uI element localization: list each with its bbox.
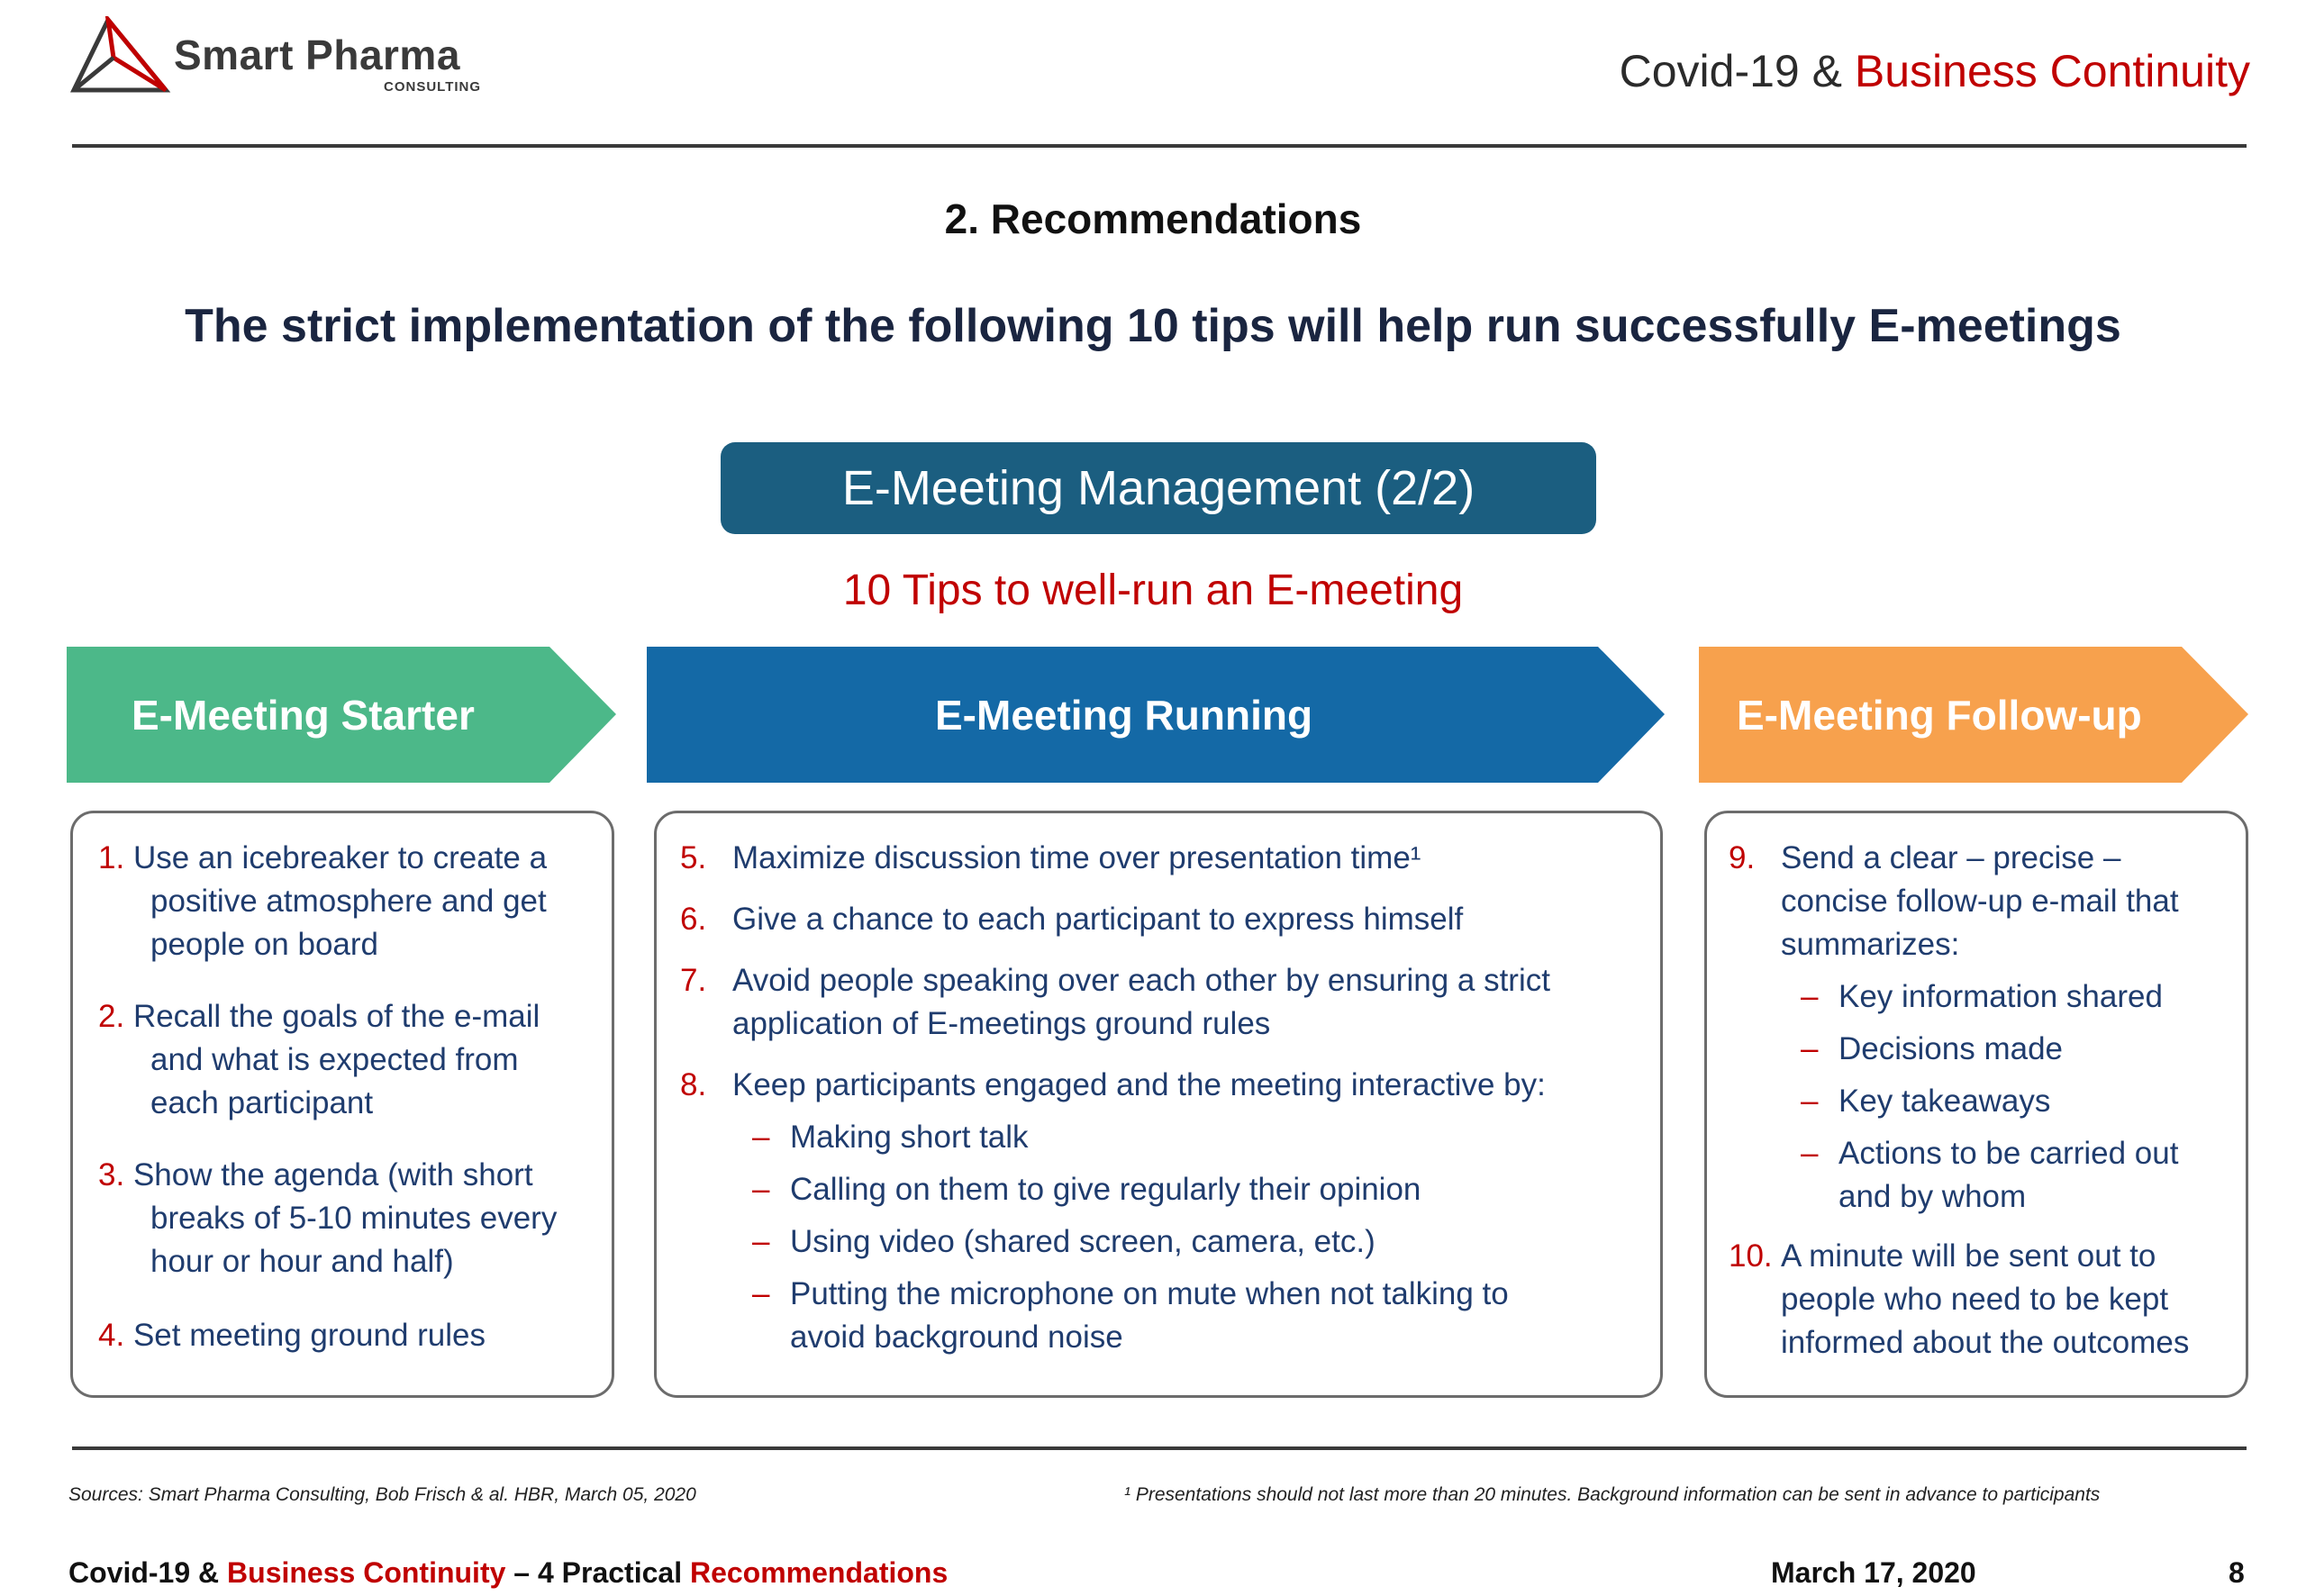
sub-item: – Key takeaways [1801,1084,2051,1119]
tip-item: 8. Keep participants engaged and the meeting interactive by: [680,1067,1546,1102]
banner-starter [67,647,616,783]
header-title-part2: Business Continuity [1854,46,2250,96]
banner-followup [1699,647,2248,783]
banner-running-label: E-Meeting Running [935,691,1313,739]
tip-item: 3. Show the agenda (with short breaks of 5-10 minutes every hour or hour and half) [98,1157,558,1279]
banner-followup-label: E-Meeting Follow-up [1737,691,2142,739]
sub-item: – Calling on them to give regularly their opinion [752,1172,1421,1207]
sub-item: – Using video (shared screen, camera, etc.) [752,1224,1375,1259]
header-title-part1: Covid-19 & [1619,46,1855,96]
tip-item: 2. Recall the goals of the e-mail and what is expected from each participant [98,999,540,1120]
tip-item: 4. Set meeting ground rules [98,1318,486,1353]
logo-name: Smart Pharma [174,32,460,78]
sub-item: – Making short talk [752,1120,1029,1155]
banner-starter-label: E-Meeting Starter [132,691,475,739]
tips-title: 10 Tips to well-run an E-meeting [842,567,1464,614]
sources-note: Sources: Smart Pharma Consulting, Bob Frisch & al. HBR, March 05, 2020 [68,1484,696,1505]
footer-date: March 17, 2020 [1771,1556,1976,1589]
tip-item: 7. Avoid people speaking over each other by ensuring a strict application of E-meetings ground rules [680,963,1550,1041]
management-box: E-Meeting Management (2/2) [721,442,1596,534]
starter-box [70,811,614,1398]
sub-item: – Putting the microphone on mute when not talking to avoid background noise [752,1276,1509,1355]
headline: The strict implementation of the following 10 tips will help run successfully E-meetings [185,300,2121,352]
sub-item: – Key information shared [1801,979,2163,1014]
running-box [654,811,1663,1398]
page-number: 8 [2229,1556,2245,1589]
followup-box [1704,811,2248,1398]
footer-title: Covid-19 & Business Continuity – 4 Practical Recommendations [68,1556,949,1589]
logo-subtitle: CONSULTING [384,79,482,95]
logo-triangle-icon [68,16,177,95]
sub-item: – Actions to be carried out and by whom [1801,1136,2179,1214]
section-title: 2. Recommendations [944,195,1362,242]
tip-item: 10. A minute will be sent out to people who need to be kept informed about the outcomes [1729,1238,2190,1360]
banner-running [647,647,1665,783]
tip-item: 5. Maximize discussion time over presentation time¹ [680,840,1421,875]
top-divider [72,144,2247,148]
tip-item: 1. Use an icebreaker to create a positive atmosphere and get people on board [98,840,548,962]
bottom-divider [72,1446,2247,1450]
tip-item: 6. Give a chance to each participant to express himself [680,902,1464,937]
footnote: ¹ Presentations should not last more than 20 minutes. Background information can be sent in advance to participants [1124,1484,2101,1505]
sub-item: – Decisions made [1801,1031,2063,1066]
tip-item: 9. Send a clear – precise – concise follow-up e-mail that summarizes: [1729,840,2179,962]
header-title [1620,45,2250,97]
